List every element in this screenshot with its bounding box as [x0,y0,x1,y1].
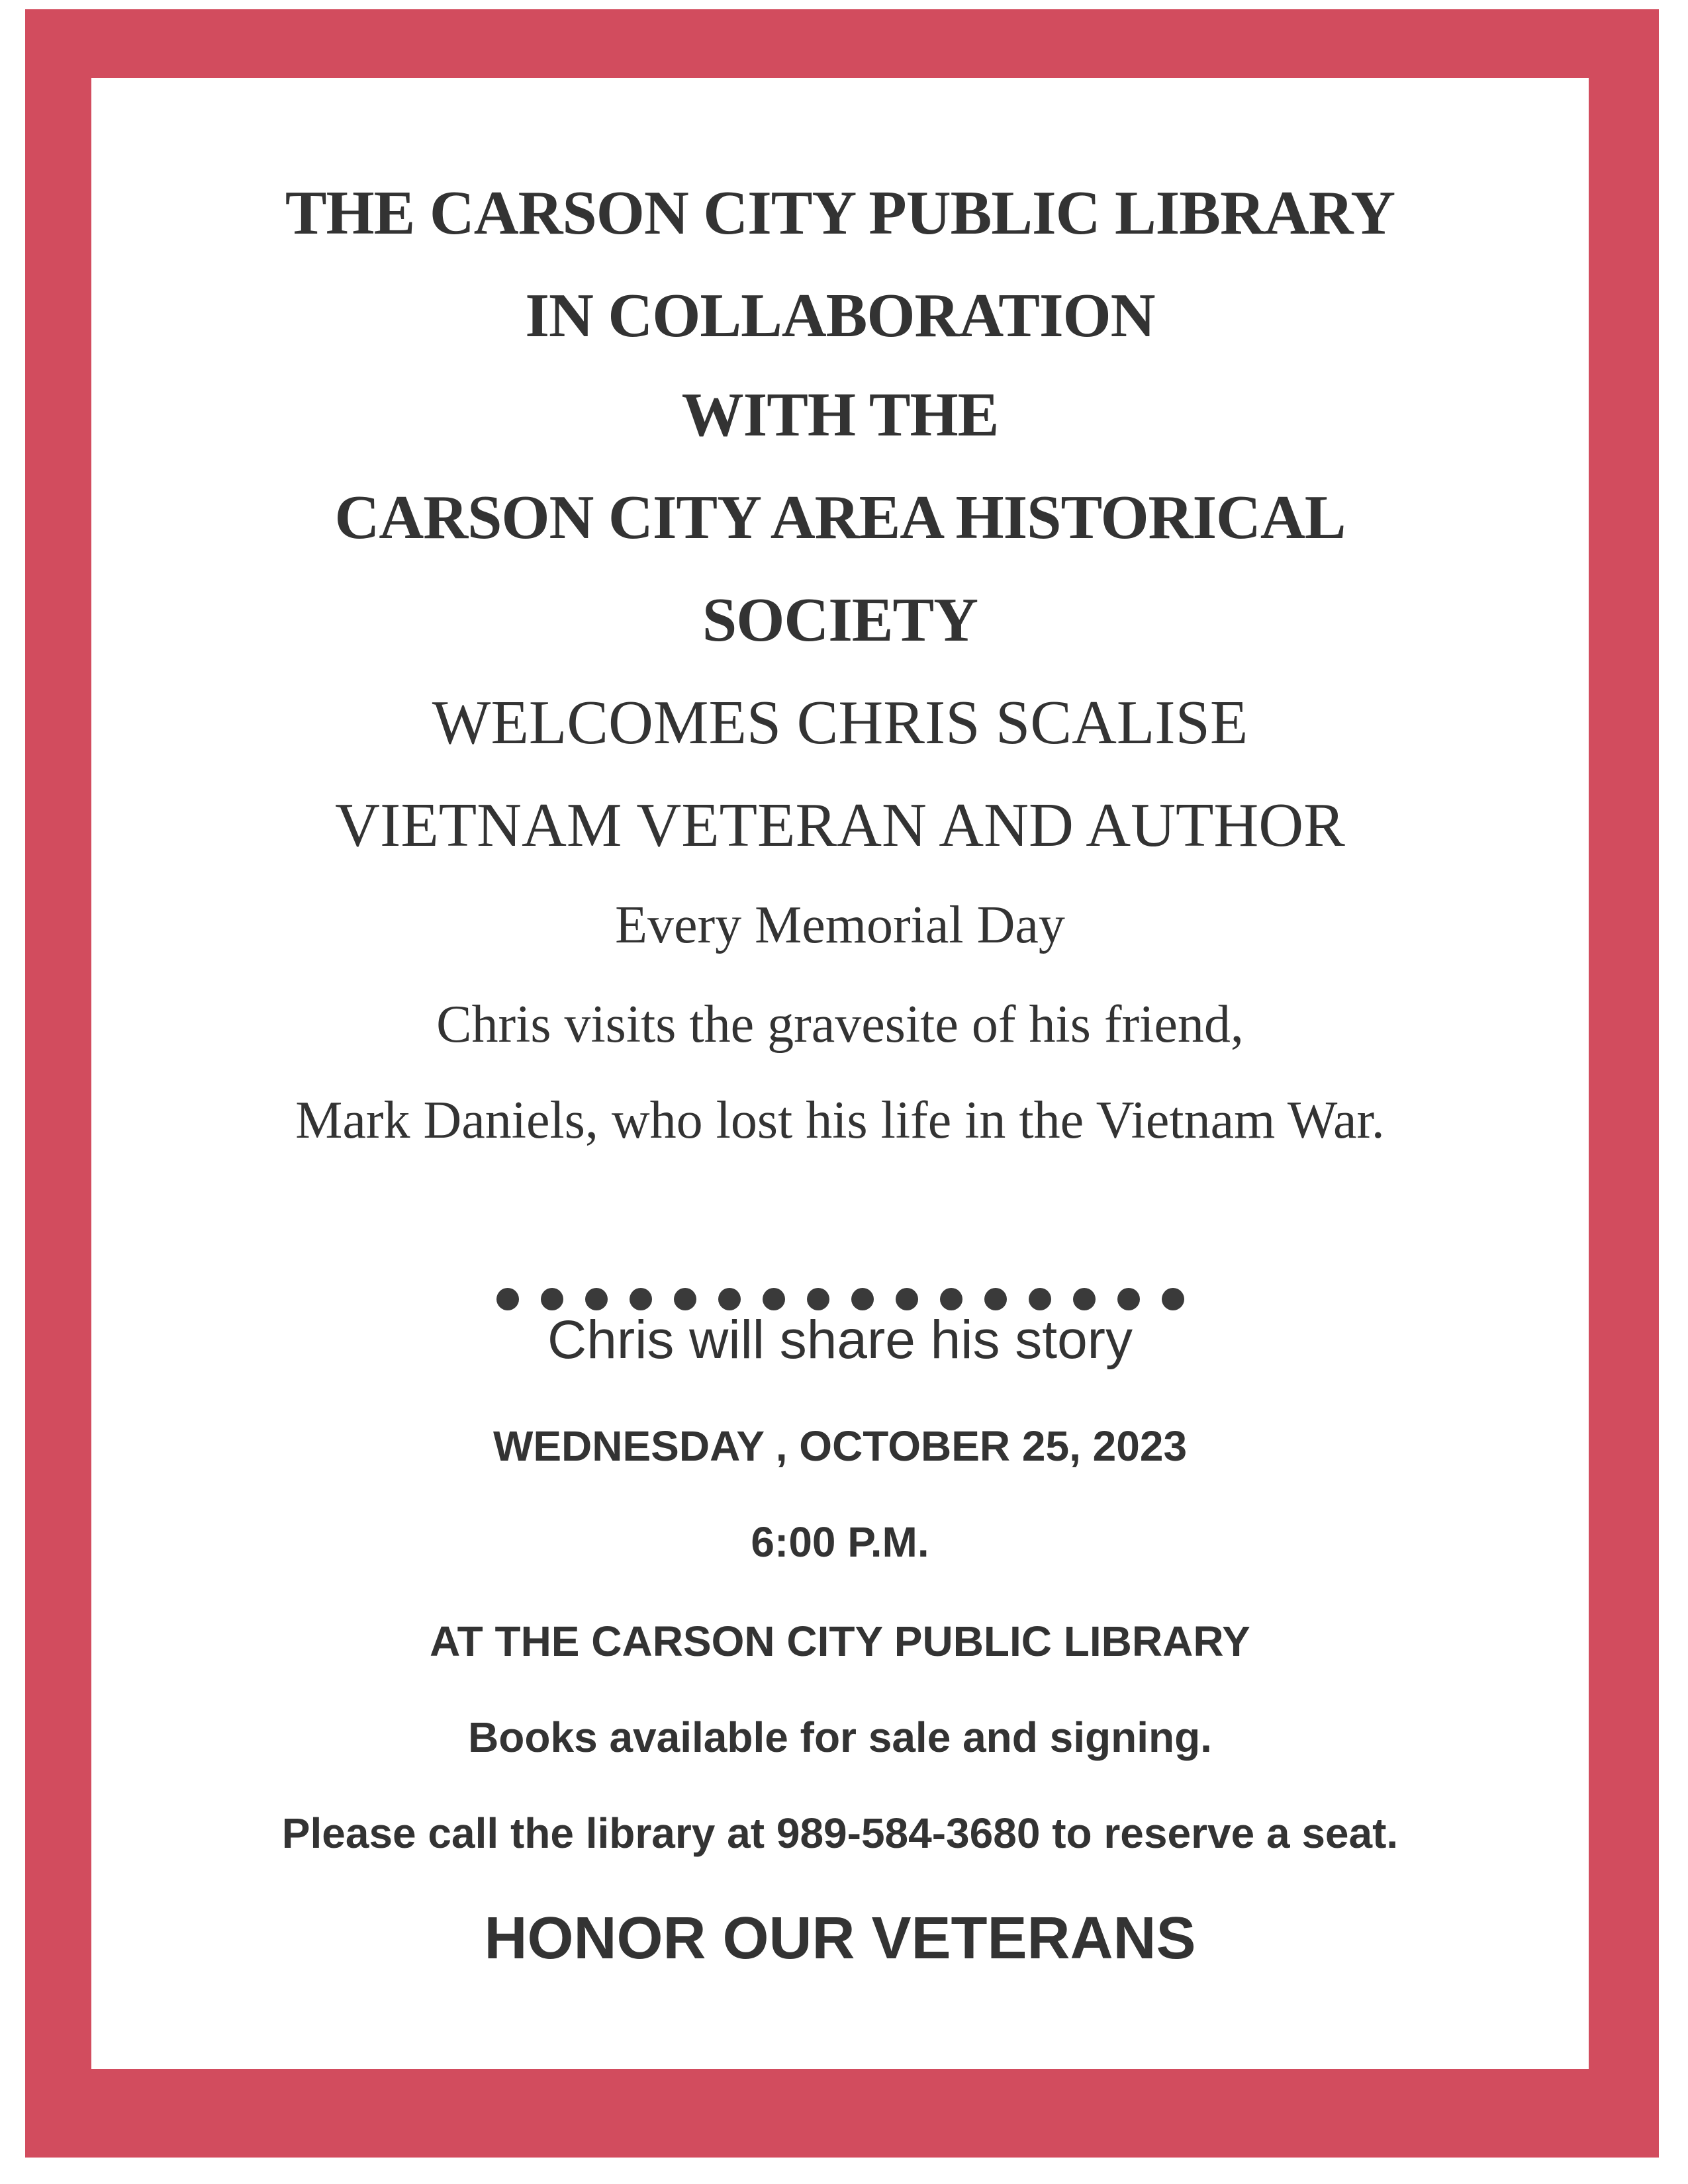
divider-dot [718,1288,741,1310]
divider-dot [1162,1288,1184,1310]
divider-dot [807,1288,829,1310]
veteran-author-heading: VIETNAM VETERAN AND AUTHOR [335,791,1345,860]
event-location: AT THE CARSON CITY PUBLIC LIBRARY [430,1617,1250,1665]
books-notice: Books available for sale and signing. [468,1713,1212,1761]
collaboration-heading: IN COLLABORATION [525,281,1155,350]
divider-dot [496,1288,519,1310]
divider-dot [1073,1288,1096,1310]
divider-dot [541,1288,563,1310]
divider-dot [1117,1288,1140,1310]
divider-dot [674,1288,696,1310]
closing-heading: HONOR OUR VETERANS [484,1905,1196,1972]
story-text-line-2: Chris visits the gravesite of his friend, [436,995,1244,1054]
divider-dot [585,1288,608,1310]
divider-dot [851,1288,874,1310]
host-heading: THE CARSON CITY PUBLIC LIBRARY [285,179,1395,248]
welcomes-heading: WELCOMES CHRIS SCALISE [432,688,1248,757]
share-story-text: Chris will share his story [547,1310,1133,1370]
divider-dot [1029,1288,1051,1310]
divider-dot [630,1288,652,1310]
story-text-line-1: Every Memorial Day [615,896,1065,954]
event-time: 6:00 P.M. [751,1518,929,1566]
divider-dot [984,1288,1007,1310]
society-heading-line-2: SOCIETY [702,586,978,655]
society-heading-line-1: CARSON CITY AREA HISTORICAL [334,483,1346,552]
divider-dot [763,1288,785,1310]
reservation-notice: Please call the library at 989-584-3680 to reserve a seat. [281,1809,1399,1857]
with-the-heading: WITH THE [681,381,999,449]
story-text-line-3: Mark Daniels, who lost his life in the Vietnam War. [295,1091,1385,1150]
divider-dot [896,1288,918,1310]
event-date: WEDNESDAY , OCTOBER 25, 2023 [492,1422,1188,1470]
divider-dot [940,1288,962,1310]
flyer-content-panel [91,78,1589,2069]
